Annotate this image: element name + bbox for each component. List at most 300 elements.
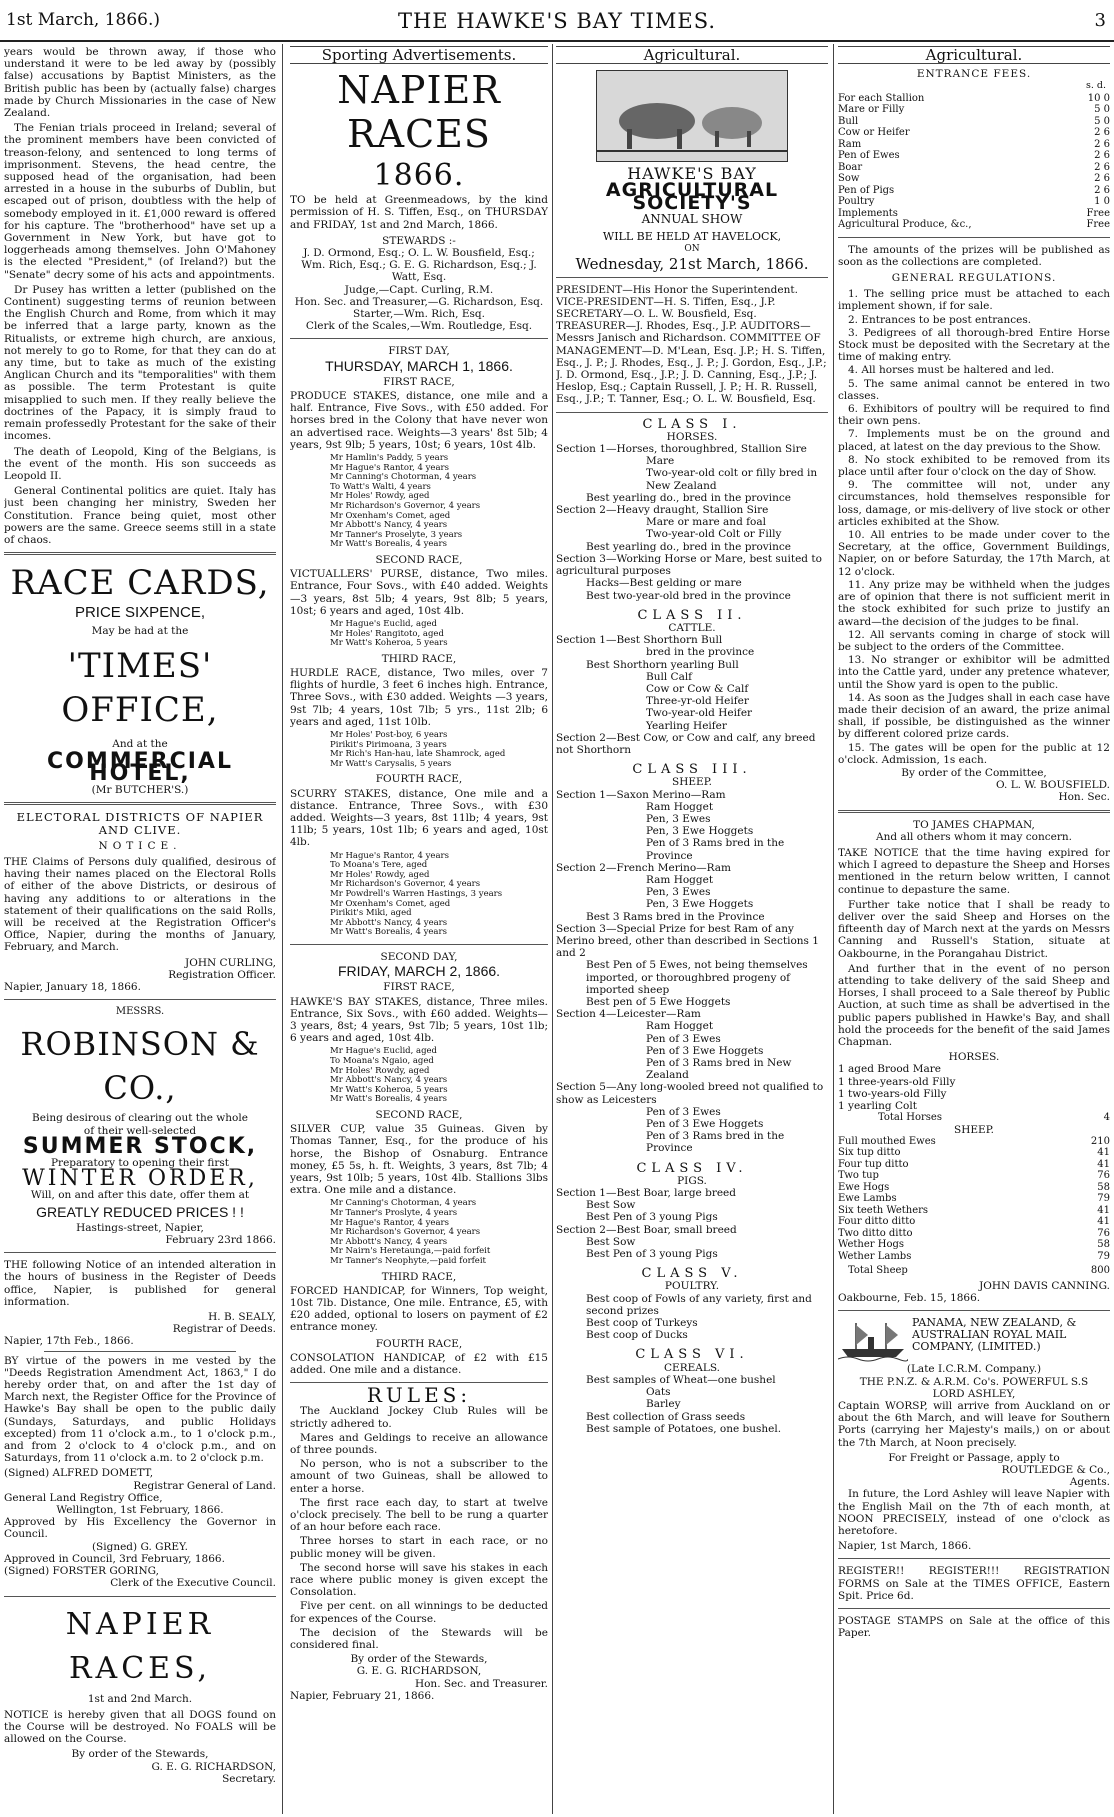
class-subheading: SHEEP. [672, 776, 712, 789]
race-heading: FOURTH RACE, [375, 773, 463, 786]
horse-entry: Mr Hamlin's Paddy, 5 years [330, 453, 449, 464]
race-heading: THIRD RACE, [381, 652, 457, 665]
divider [4, 1596, 276, 1597]
by-order: By order of the Stewards, [71, 1748, 209, 1761]
entries-list [290, 1199, 548, 1266]
class-item: Best two-year-old bred in the province [586, 589, 791, 602]
horse-entry: Pirikit's Pirimoana, 3 years [330, 739, 447, 750]
races-year: 1866. [373, 158, 465, 194]
regulation-item: 11. Any prize may be withheld when the judges are of opinion that there is not sufficient merit in the stock exhibited for such prize to justify an award—the decision of the judges to be final. [838, 578, 1110, 628]
class-item: bred in the province [646, 646, 755, 659]
column-agricultural-notices [838, 46, 1110, 1814]
class-item: Best coop of Ducks [586, 1329, 688, 1342]
signature-title: Clerk of the Executive Council. [110, 1577, 276, 1590]
class-subheading: HORSES. [666, 430, 718, 443]
row-label: Full mouthed Ewes [838, 1135, 936, 1147]
class-item: Section 3—Working Horse or Mare, best suited to agricultural purposes [556, 552, 822, 578]
fee-row [838, 219, 1110, 231]
race-cards-heading: RACE CARDS, [10, 563, 270, 604]
regulation-item: 3. Pedigrees of all thorough-bred Entire Horse Stock must be deposited with the Secretary at the time of making entry. [838, 326, 1110, 364]
sheep-row [838, 1239, 1110, 1251]
horse-entry: Mr Hague's Rantor, 4 years [330, 1217, 449, 1228]
notice-date: Oakbourne, Feb. 15, 1866. [838, 1292, 981, 1305]
horse-entry: Mr Holes' Rangitoto, aged [330, 628, 444, 639]
section-header: Agricultural. [838, 46, 1110, 64]
fees-table [838, 93, 1110, 231]
class-item: Best collection of Grass seeds [586, 1410, 746, 1423]
class-list [556, 443, 828, 602]
class-item: Section 3—Special Prize for best Ram of any Merino breed, other than described in Sections 1 and 2 [556, 922, 819, 960]
row-value: 79 [1097, 1193, 1110, 1205]
row-label: Six teeth Wethers [838, 1204, 929, 1216]
column-divider [282, 44, 283, 1814]
approved-line: Approved in Council, 3rd February, 1866. [4, 1552, 225, 1565]
row-value: 10 0 [1087, 92, 1110, 104]
horse-entry: Mr Richardson's Governor, 4 years [330, 879, 481, 890]
and-at-the: And at the [112, 737, 168, 750]
fee-row [838, 150, 1110, 162]
horse-entry: Mr Watt's Koheroa, 5 years [330, 1084, 448, 1095]
horse-item: 1 two-years-old Filly [838, 1087, 947, 1100]
horse-entry: Mr Hague's Euclid, aged [330, 1046, 437, 1057]
class-heading: CLASS V. [641, 1266, 743, 1282]
class-item: Bull Calf [646, 670, 693, 683]
row-value: 2 6 [1094, 150, 1110, 162]
divider [4, 552, 276, 555]
class-heading: CLASS III. [632, 762, 752, 778]
robinson-heading: ROBINSON & CO., [20, 1025, 260, 1108]
race-description: SCURRY STAKES, distance, One mile and a distance. Entrance, Three Sovs., with £30 added. Weights—3 years, 8st 11lb; 4 years, 9st 11lb; 5 years, 10st 1lb; 6 years and aged, 10st 4lb. [290, 787, 548, 849]
race-heading: FIRST RACE, [383, 981, 455, 994]
napier-races-heading: NAPIER RACES, [65, 1606, 215, 1686]
class-list [556, 634, 828, 756]
total-sheep-row [838, 1265, 1110, 1277]
commercial-hotel: COMMERCIAL HOTEL, [47, 748, 233, 786]
row-value: 5 0 [1094, 115, 1110, 127]
class-item: Pen, 3 Ewes [646, 886, 711, 899]
sheep-row [838, 1228, 1110, 1240]
horse-entry: Mr Holes' Rowdy, aged [330, 869, 430, 880]
regulations-list [838, 288, 1110, 766]
divider [838, 1608, 1110, 1609]
held-at: WILL BE HELD AT HAVELOCK, [602, 230, 782, 244]
horse-entry: Pirikit's Miki, aged [330, 908, 412, 919]
amounts-note: The amounts of the prizes will be published as soon as the collections are completed. [838, 243, 1110, 268]
class-item: Section 1—Saxon Merino—Ram [556, 788, 726, 801]
class-item: Best sample of Potatoes, one bushel. [586, 1422, 782, 1435]
times-office: 'TIMES' OFFICE, [61, 645, 219, 730]
row-label: Cow or Heifer [838, 127, 910, 139]
issue-date: 1st March, 1866.) [6, 10, 161, 30]
panama-heading: PANAMA, NEW ZEALAND, & AUSTRALIAN ROYAL MAIL COMPANY, (LIMITED.) [912, 1316, 1077, 1354]
robinson-line: Hastings-street, Napier, [76, 1221, 204, 1234]
masthead [0, 0, 1114, 42]
officers-list: PRESIDENT—His Honor the Superintendent. VICE-PRESIDENT—H. S. Tiffen, Esq., J.P. SECRETARY—O. L. W. Bousfield, Esq. TREASURER—J. Rhodes, Esq., J.P. AUDITORS—Messrs Janisch and Richardson. COMMITTEE OF MANAGEMENT—D. M'Lean, Esq. J.P.; H. S. Tiffen, Esq., J. P.; J. Rhodes, Esq., J. P.; J. Gordon, Esq., J.P.; J. D. Ormond, Esq., J.P.; J. D. Canning, Esq., J.P.; J. Heslop, Esq.; Captain Russell, J. P.; H. R. Russell, Esq., J.P.; T. Tanner, Esq.; O. L. W. Bousfield, Esq. [556, 283, 827, 406]
row-value: 2 6 [1094, 161, 1110, 173]
horse-entry: Mr Holes' Rowdy, aged [330, 491, 430, 502]
class-item: Pen, 3 Ewes [646, 812, 711, 825]
signature-line: (Signed) ALFRED DOMETT, [4, 1467, 154, 1480]
chapman-paragraph: And further that in the event of no person attending to take delivery of the said Sheep and Horses, I shall proceed to a Sale thereof by Public Auction, at such time as shall be advertised in the public papers published in Hawke's Bay, and shall hold the proceeds for the benefit of the said James Chapman. [838, 962, 1110, 1048]
class-item: Pen, 3 Ewe Hoggets [646, 825, 754, 838]
row-label: Six tup ditto [838, 1147, 901, 1159]
rules-heading: RULES: [366, 1383, 472, 1408]
row-value: 58 [1097, 1239, 1110, 1251]
regulation-item: 4. All horses must be haltered and led. [848, 364, 1055, 377]
row-value: 76 [1097, 1170, 1110, 1182]
horse-entry: Mr Oxenham's Comet, aged [330, 898, 451, 909]
race-description: FORCED HANDICAP, for Winners, Top weight, 10st 7lb. Distance, One mile. Entrance, £5, with £20 added, optional to losers on payment of £2 entrance money. [290, 1284, 548, 1334]
class-item: Pen of 3 Ewe Hoggets [646, 1044, 764, 1057]
class-heading: CLASS VI. [635, 1347, 749, 1363]
class-list [556, 1293, 828, 1342]
row-label: Four tup ditto [838, 1158, 909, 1170]
row-label: Two tup [838, 1170, 879, 1182]
class-item: Best Pen of 5 Ewes, not being themselves imported, or thoroughbred progeny of imported sheep [586, 959, 808, 996]
fee-row [838, 162, 1110, 174]
class-item: Best Pen of 3 young Pigs [586, 1248, 718, 1261]
row-label: Poultry [838, 196, 875, 208]
fee-row [838, 116, 1110, 128]
class-item: Best coop of Fowls of any variety, first and second prizes [586, 1292, 812, 1317]
row-label: Wether Lambs [838, 1250, 912, 1262]
races-dates: 1st and 2nd March. [87, 1692, 193, 1705]
show-date: Wednesday, 21st March, 1866. [575, 255, 809, 274]
divider [4, 802, 276, 805]
rule-item: Three horses to start in each race, or no public money will be given. [290, 1535, 548, 1560]
entries-list [290, 1047, 548, 1105]
column-news [4, 46, 276, 1814]
regulation-item: 9. The committee will not, under any circumstances, hold themselves responsible for loss, damage, or mis-delivery of live stock or other articles exhibited at the Show. [838, 479, 1110, 528]
rule-item: Five per cent. on all winnings to be deducted for expences of the Course. [290, 1600, 548, 1625]
horse-entry: Mr Richardson's Governor, 4 years [330, 1227, 481, 1238]
column-agricultural-show [556, 46, 828, 1814]
class-item: Section 2—Best Boar, small breed [556, 1223, 737, 1236]
fee-row [838, 93, 1110, 105]
register-notice: REGISTER!! REGISTER!!! REGISTRATION FORMS on Sale at the TIMES OFFICE, Eastern Spit. Price 6d. [838, 1565, 1110, 1602]
sheep-heading: SHEEP. [954, 1123, 994, 1136]
news-paragraph: The death of Leopold, King of the Belgians, is the event of the month. His son succeeds as Leopold II. [4, 445, 276, 482]
notice-date: Napier, 17th Feb., 1866. [4, 1335, 134, 1348]
row-label: Pen of Ewes [838, 150, 900, 162]
class-item: Best samples of Wheat—one bushel [586, 1373, 776, 1386]
horses-heading: HORSES. [948, 1051, 1000, 1064]
class-item: Best coop of Turkeys [586, 1317, 698, 1330]
notice-date: Napier, February 21, 1866. [290, 1689, 435, 1702]
regulation-item: 10. All entries to be made under cover to the Secretary, at the office, Government Buildings, Napier, on or before Saturday, the 17th March, at 12 o'clock. [838, 529, 1110, 578]
horse-entry: Mr Nairn's Heretaunga,—paid forfeit [330, 1246, 491, 1257]
sheep-row [838, 1159, 1110, 1171]
row-label: Mare or Filly [838, 104, 905, 116]
divider [838, 810, 1110, 813]
class-subheading: POULTRY. [664, 1280, 720, 1293]
class-item: Best yearling do., bred in the province [586, 540, 791, 553]
office-line: Wellington, 1st February, 1866. [56, 1504, 224, 1517]
horse-entry: Mr Abbott's Nancy, 4 years [330, 1236, 448, 1247]
horse-entry: Mr Watt's Borealis, 4 years [330, 1094, 447, 1105]
hon-sec: Hon. Sec. and Treasurer,—G. Richardson, Esq. [294, 295, 544, 308]
electoral-notice: THE Claims of Persons duly qualified, desirous of having their names placed on the Electoral Rolls of either of the above Districts, or desirous of having any additions to or alterations in the statement of their qualifications on the said Rolls, will be received at the Registration Officer's Office, Napier, during the months of January, February, and March. [4, 855, 276, 954]
class-item: Best Pen of 3 young Pigs [586, 1211, 718, 1224]
regulations-heading: GENERAL REGULATIONS. [891, 272, 1057, 285]
class-item: Best pen of 5 Ewe Hoggets [586, 996, 731, 1008]
entries-list [290, 454, 548, 550]
horse-entry: Mr Abbott's Nancy, 4 years [330, 1075, 448, 1086]
class-item: Section 2—Heavy draught, Stallion Sire [556, 504, 769, 517]
class-heading: CLASS I. [642, 416, 742, 432]
horse-entry: Mr Holes' Rowdy, aged [330, 1065, 430, 1076]
news-paragraph: General Continental politics are quiet. Italy has just been changing her ministry, Sweden her Constitution. France being quiet, most other powers are the same. Greece seems still in a state of chaos. [4, 485, 276, 546]
judge: Judge,—Capt. Curling, R.M. [344, 283, 494, 296]
race-heading: SECOND RACE, [375, 1108, 463, 1121]
horse-entry: Mr Abbott's Nancy, 4 years [330, 520, 448, 531]
day-date: FRIDAY, MARCH 2, 1866. [337, 963, 501, 980]
sheep-shape-icon [702, 107, 762, 139]
row-value: 41 [1097, 1216, 1110, 1228]
robinson-line: February 23rd 1866. [165, 1234, 276, 1247]
class-item: Three-yr-old Heifer [646, 695, 749, 708]
robinson-line: Preparatory to opening their first [50, 1157, 229, 1169]
horse-entry: Mr Watt's Borealis, 4 years [330, 927, 447, 938]
horse-entry: Mr Richardson's Governor, 4 years [330, 501, 481, 512]
day-heading: SECOND DAY, [380, 950, 458, 963]
divider [556, 277, 828, 278]
divider [4, 1252, 276, 1253]
rule-item: No person, who is not a subscriber to the amount of two Guineas, shall be allowed to enter a horse. [290, 1458, 548, 1495]
notice-heading: NOTICE. [98, 839, 182, 852]
section-header: Agricultural. [556, 46, 828, 64]
news-paragraph: years would be thrown away, if those who understand it were to be led away by (possibly false) accusations by Baptist Ministers, as the British public has been by (actually false) charges made by Church Missionaries in the case of New Zealand. [4, 46, 276, 120]
entries-list [290, 620, 548, 649]
row-label: Ewe Hogs [838, 1181, 890, 1193]
horse-item: 1 aged Brood Mare [838, 1063, 941, 1076]
class-item: Pen of 3 Rams bred in New Zealand [646, 1057, 792, 1082]
rule-item: Mares and Geldings to receive an allowance of three pounds. [290, 1431, 548, 1456]
divider [838, 1310, 1110, 1311]
race-description: HURDLE RACE, distance, Two miles, over 7 flights of hurdle, 3 feet 6 inches high. Entrance, Three Sovs., with £30 added. Weights —3 years, 9st 7lb; 4 years, 10st 7lb; 5 yrs., 11st 2lb; 6 years and aged, 11st 10lb. [290, 667, 548, 728]
virtue-notice: BY virtue of the powers in me vested by the "Deeds Registration Amendment Act, 1863," I do hereby order that, on and after the 1st day of March next, the Register Office for the Province of Hawke's Bay shall be open to the public daily (Sundays, Saturdays, and public Holidays excepted) from 11 o'clock a.m., to 1 o'clock p.m., and from 2 o'clock to 4 o'clock p.m., and on Saturdays, from 11 o'clock a.m. to 2 o'clock p.m. [4, 1354, 276, 1465]
class-item: Pen of 3 Rams bred in the Province [646, 837, 785, 862]
signature-name: JOHN CURLING, [185, 956, 276, 969]
signature-title: Registrar General of Land. [133, 1479, 276, 1492]
horse-entry: Mr Hague's Rantor, 4 years [330, 462, 449, 473]
row-value: 2 6 [1094, 138, 1110, 150]
regulation-item: 5. The same animal cannot be entered in two classes. [838, 377, 1110, 402]
class-item: Section 1—Best Boar, large breed [556, 1187, 736, 1200]
signature-name: H. B. SEALY, [208, 1311, 276, 1324]
panama-block [838, 1317, 1110, 1363]
row-value: 58 [1097, 1181, 1110, 1193]
regulation-item: 8. No stock exhibited to be removed from its place until after four o'clock on the day of Show. [838, 453, 1110, 479]
row-label: Pen of Pigs [838, 184, 895, 196]
total-label: Total Sheep [848, 1265, 908, 1277]
robinson-line: of their well-selected [83, 1124, 197, 1137]
horse-entry: To Watt's Walti, 4 years [330, 481, 431, 492]
regulation-item: 6. Exhibitors of poultry will be required to find their own pens. [838, 403, 1110, 428]
by-order: By order of the Stewards, [350, 1653, 488, 1666]
row-value: 41 [1097, 1204, 1110, 1216]
rules-list [290, 1405, 548, 1651]
row-value: 5 0 [1094, 104, 1110, 116]
horse-entry: To Moana's Ngaio, aged [330, 1055, 434, 1066]
day-heading: FIRST DAY, [388, 345, 450, 358]
office-line: General Land Registry Office, [4, 1491, 163, 1504]
race-heading: FOURTH RACE, [375, 1337, 463, 1350]
rule-item: The decision of the Stewards will be considered final. [290, 1626, 548, 1651]
row-value: 76 [1097, 1227, 1110, 1239]
fees-heading: ENTRANCE FEES. [916, 68, 1032, 81]
race-heading: SECOND RACE, [375, 554, 463, 566]
class-item: Section 5—Any long-wooled breed not qualified to show as Leicesters [556, 1081, 824, 1106]
entries-list [290, 731, 548, 769]
row-label: Sow [838, 173, 860, 185]
horse-entry: Mr Oxenham's Comet, aged [330, 510, 451, 521]
row-value: 79 [1097, 1250, 1110, 1262]
total-value: 800 [1090, 1265, 1110, 1277]
day-date: THURSDAY, MARCH 1, 1866. [325, 357, 513, 374]
class-item: Two-year-old Heifer [646, 707, 753, 720]
fee-row [838, 127, 1110, 139]
class-item: Section 1—Horses, thoroughbred, Stallion Sire [556, 443, 807, 456]
row-value: 2 6 [1094, 173, 1110, 185]
column-divider [552, 44, 553, 1814]
race-heading: FIRST RACE, [383, 375, 455, 388]
agent-title: Agents. [1069, 1476, 1110, 1489]
divider [4, 999, 276, 1000]
clerk: Clerk of the Scales,—Wm. Routledge, Esq. [305, 320, 533, 333]
rule-item: The first race each day, to start at twelve o'clock precisely. The bell to be rung a quarter of an hour before each race. [290, 1496, 548, 1534]
news-paragraph: The Fenian trials proceed in Ireland; several of the prominent members have been convicted of treason-felony, and sentenced to long terms of imprisonment. Stevens, the head centre, the supposed head of the organisation, had been arrested in a house in the suburbs of Dublin, but escaped out of prison, doubtless with the help of somebody employed in it. £1,000 reward is offered for his capture. The "brotherhood" have set up a Government in New York, but have got to loggerheads among themselves. John O'Mahoney is the elected "President," (of Ireland?) but the "Senate" decry some of his acts and appointments. [4, 122, 276, 281]
entries-list [290, 852, 548, 938]
signature-name: JOHN DAVIS CANNING. [979, 1279, 1110, 1292]
winter-order: WINTER ORDER, [22, 1166, 258, 1192]
class-item: Cow or Cow & Calf [646, 682, 749, 695]
horse-entry: Mr Powdrell's Warren Hastings, 3 years [330, 888, 503, 899]
horse-entry: Mr Holes' Post-boy, 6 years [330, 730, 448, 741]
race-description: PRODUCE STAKES, distance, one mile and a half. Entrance, Five Sovs., with £50 added. For horses bred in the Colony that have never won an advertised race. Weights—3 years' 8st 5lb; 4 years, 9st 9lb; 5 years, 10st; 6 years, 10st 4lb. [290, 390, 548, 451]
livestock-engraving-image [596, 70, 788, 162]
total-horses-row [838, 1112, 1110, 1124]
class-heading: CLASS IV. [636, 1160, 748, 1176]
class-heading: CLASS II. [637, 607, 747, 623]
notice-date: Napier, January 18, 1866. [4, 980, 141, 993]
future-notice: In future, the Lord Ashley will leave Napier with the English Mail on the 7th of each month, at NOON PRECISELY, instead of one o'clock as heretofore. [838, 1488, 1110, 1537]
horse-entry: Mr Canning's Chotorman, 4 years [330, 472, 477, 483]
row-label: Ram [838, 138, 862, 150]
page-number: 3 [1094, 10, 1106, 31]
notice-date: Napier, 1st March, 1866. [838, 1540, 972, 1553]
horse-entry: Mr Abbott's Nancy, 4 years [330, 917, 448, 928]
class-subheading: PIGS. [677, 1174, 707, 1187]
horse-entry: Mr Tanner's Proslyte, 4 years [330, 1207, 458, 1218]
class-item: Pen of 3 Ewes [646, 1032, 721, 1045]
robinson-line: Will, on and after this date, offer them at [30, 1189, 250, 1202]
races-title: NAPIER RACES [337, 68, 501, 157]
deeds-notice: THE following Notice of an intended alteration in the hours of business in the Register of Deeds office, Napier, is published for general information. [4, 1259, 276, 1308]
by-order: By order of the Committee, [901, 766, 1047, 779]
class-item: Best 3 Rams bred in the Province [586, 910, 765, 923]
sheep-row [838, 1205, 1110, 1217]
row-value: 1 0 [1094, 196, 1110, 208]
freight-line: For Freight or Passage, apply to [888, 1451, 1060, 1464]
horse-item: 1 three-years-old Filly [838, 1075, 956, 1088]
row-label: For each Stallion [838, 92, 925, 104]
row-label: Four ditto ditto [838, 1216, 916, 1228]
race-description: CONSOLATION HANDICAP, of £2 with £15 added. One mile and a distance. [290, 1351, 548, 1376]
fee-row [838, 208, 1110, 220]
robinson-line: Being desirous of clearing out the whole [32, 1112, 248, 1125]
divider [556, 412, 828, 413]
postage-notice: POSTAGE STAMPS on Sale at the office of this Paper. [838, 1614, 1110, 1640]
divider [838, 1558, 1110, 1559]
late-company: (Late I.C.R.M. Company.) [906, 1363, 1042, 1376]
row-label: Wether Hogs [838, 1239, 904, 1251]
class-item: Best Sow [586, 1235, 636, 1248]
class-item: Section 2—Best Cow, or Cow and calf, any breed not Shorthorn [556, 731, 816, 756]
summer-stock: SUMMER STOCK, [22, 1133, 258, 1159]
fees-units: s. d. [1085, 80, 1106, 92]
dogs-notice: NOTICE is hereby given that all DOGS found on the Course will be destroyed. No FOALS will be allowed on the Course. [4, 1708, 276, 1746]
class-item: Pen, 3 Ewe Hoggets [646, 898, 754, 911]
class-item: Section 2—French Merino—Ram [556, 861, 732, 874]
row-value: 2 6 [1094, 127, 1110, 139]
horse-entry: Mr Watt's Koheroa, 5 years [330, 638, 448, 649]
class-item: Mare or mare and foal [646, 516, 766, 529]
horses-list [838, 1063, 1110, 1112]
messrs: MESSRS. [115, 1006, 165, 1018]
agent-name: ROUTLEDGE & Co., [1001, 1463, 1110, 1476]
horse-entry: Mr Hague's Rantor, 4 years [330, 850, 449, 861]
section-header: Sporting Advertisements. [290, 46, 548, 64]
row-value: Free [1086, 219, 1110, 231]
horse-item: 1 yearling Colt [838, 1100, 917, 1113]
horse-entry: Mr Watt's Carysalis, 5 years [330, 758, 452, 769]
news-paragraph: Dr Pusey has written a letter (published on the Continent) suggesting terms of reunion between the English Church and Rome, from which it may be inferred that a large party, known as the Ritualists, or extreme high church, are anxious, not merely to go to Rome, for that they can do at any time, but to take as much of the existing Anglican Church and its "temporalities" with them as possible. The term Protestant is quite misapplied to such men. If they really believe the doctrines of the Papacy, it is simply fraud to remain professedly Protestant for the sake of their incomes. [4, 283, 276, 443]
regulation-item: 7. Implements must be on the ground and placed, at latest on the day previous to the Show. [838, 428, 1110, 453]
fee-row [838, 185, 1110, 197]
class-item: Best Sow [586, 1199, 636, 1212]
total-value: 4 [1103, 1112, 1110, 1124]
fee-row [838, 104, 1110, 116]
chapman-subheading: And all others whom it may concern. [876, 830, 1072, 843]
class-item: Oats [646, 1386, 671, 1399]
electoral-title: ELECTORAL DISTRICTS OF NAPIER AND CLIVE. [16, 810, 264, 837]
sheep-table [838, 1136, 1110, 1263]
regulation-item: 15. The gates will be open for the public at 12 o'clock. Admission, 1s each. [838, 741, 1110, 766]
class-item: Hacks—Best gelding or mare [586, 577, 742, 590]
fee-row [838, 196, 1110, 208]
class-item: Yearling Heifer [646, 719, 727, 732]
class-item: Best Shorthorn yearling Bull [586, 658, 739, 671]
divider [290, 338, 548, 339]
horse-entry: Mr Watt's Borealis, 4 years [330, 539, 447, 550]
fee-row [838, 173, 1110, 185]
signature-name: G. E. G. RICHARDSON, [356, 1665, 482, 1678]
divider [44, 1351, 236, 1352]
row-value: 2 6 [1094, 184, 1110, 196]
regulation-item: 13. No stranger or exhibitor will be admitted into the Cattle yard, under any pretence whatever, until the Show yard is open to the public. [838, 654, 1110, 691]
hb-heading: HAWKE'S BAY [627, 164, 757, 184]
total-label: Total Horses [878, 1112, 942, 1124]
races-intro: TO be held at Greenmeadows, by the kind permission of H. S. Tiffen, Esq., on THURSDAY and FRIDAY, 1st and 2nd March, 1866. [290, 194, 548, 231]
signature-title: Registration Officer. [168, 968, 276, 981]
sheep-row [838, 1193, 1110, 1205]
row-label: Ewe Lambs [838, 1193, 897, 1205]
column-divider [833, 44, 834, 1814]
row-value: 41 [1097, 1147, 1110, 1159]
race-heading: THIRD RACE, [381, 1270, 457, 1283]
horse-entry: Mr Rich's Han-hau, late Shamrock, aged [330, 749, 506, 760]
